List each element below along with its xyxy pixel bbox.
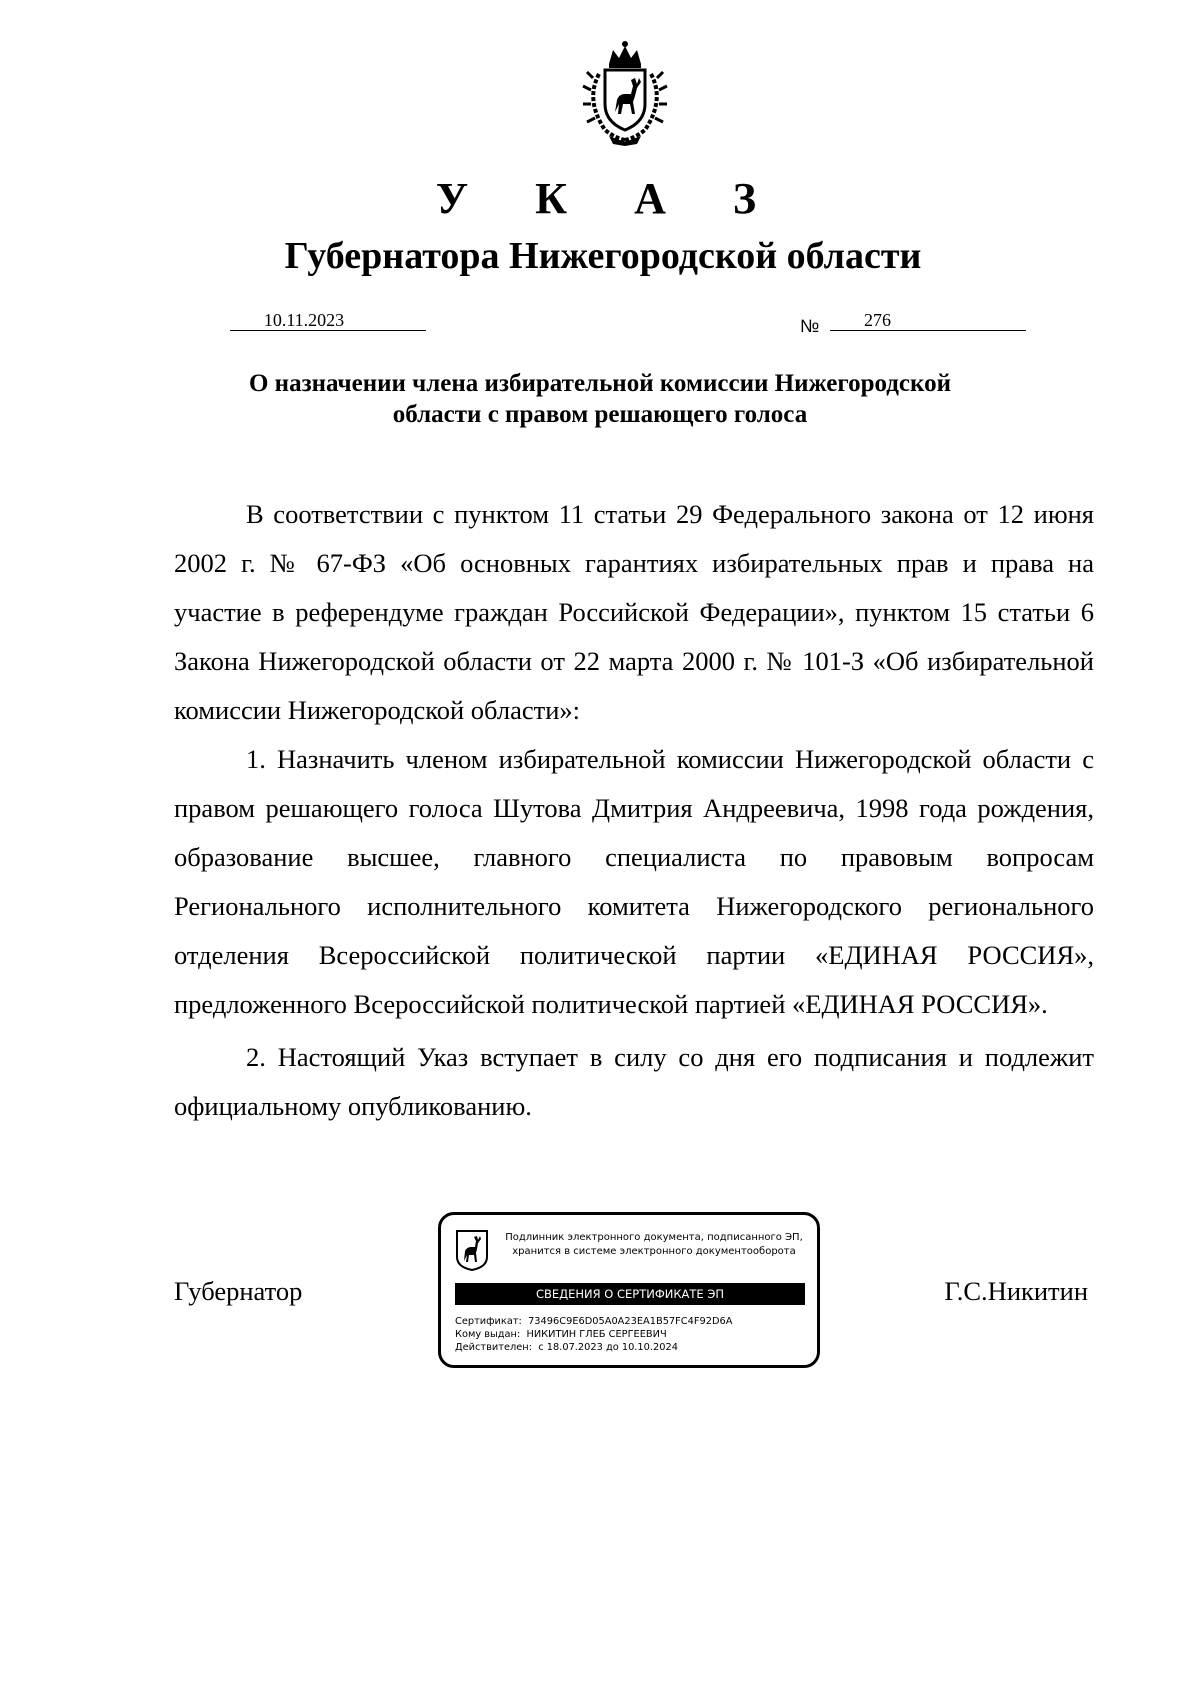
- validity-label: Действителен:: [455, 1342, 533, 1353]
- stamp-certificate-details: [455, 1315, 732, 1354]
- coat-of-arms-icon: [565, 38, 685, 148]
- owner-value: НИКИТИН ГЛЕБ СЕРГЕЕВИЧ: [526, 1329, 667, 1340]
- certificate-label: Сертификат:: [455, 1316, 522, 1327]
- owner-label: Кому выдан:: [455, 1329, 521, 1340]
- signatory-position: Губернатор: [174, 1276, 303, 1306]
- document-date: 10.11.2023: [230, 310, 426, 331]
- validity-value: с 18.07.2023 до 10.10.2024: [538, 1342, 678, 1353]
- heading-line-2: области с правом решающего голоса: [392, 401, 808, 428]
- owner-row: [455, 1328, 732, 1341]
- issuer-title: Губернатора Нижегородской области: [284, 235, 922, 277]
- body-paragraph-item-2: 2. Настоящий Указ вступает в силу со дня его подписания и подлежит официальному опубликованию.: [174, 1042, 1094, 1121]
- body-paragraph-item-1: 1. Назначить членом избирательной комиссии Нижегородской области с правом решающего голоса Шутова Дмитрия Андреевича, 1998 года рождения, образование высшее, главного специалиста по правовым вопросам Регионального исполнительного комитета Нижегородского регионального отделения Всероссийской политической партии «ЕДИНАЯ РОССИЯ», предложенного Всероссийской политической партией «ЕДИНАЯ РОССИЯ».: [174, 744, 1094, 1019]
- document-body: [174, 490, 1094, 1131]
- document-heading: [160, 368, 1040, 430]
- validity-row: [455, 1341, 732, 1354]
- stamp-note-line-2: хранится в системе электронного документооборота: [512, 1246, 796, 1257]
- heading-line-1: О назначении члена избирательной комиссии Нижегородской: [248, 370, 952, 397]
- signatory-name: Г.С.Никитин: [944, 1276, 1088, 1306]
- certificate-value: 73496C9E6D05A0A23EA1B57FC4F92D6A: [528, 1316, 733, 1327]
- electronic-signature-stamp: [438, 1212, 820, 1368]
- document-number: 276: [830, 310, 1026, 331]
- body-paragraph-preamble: В соответствии с пунктом 11 статьи 29 Федерального закона от 12 июня 2002 г. № 67-ФЗ «Об основных гарантиях избирательных прав и права на участие в референдуме граждан Российской Федерации», пунктом 15 статьи 6 Закона Нижегородской области от 22 марта 2000 г. № 101-З «Об избирательной комиссии Нижегородской области»:: [174, 499, 1094, 725]
- document-type-title: У К А З: [435, 174, 785, 223]
- stamp-note-line-1: Подлинник электронного документа, подписанного ЭП,: [505, 1232, 803, 1243]
- number-label: №: [800, 316, 820, 336]
- stamp-certificate-header: СВЕДЕНИЯ О СЕРТИФИКАТЕ ЭП: [455, 1283, 805, 1305]
- stamp-note: [495, 1231, 813, 1259]
- deer-shield-icon: [455, 1229, 489, 1271]
- certificate-row: [455, 1315, 732, 1328]
